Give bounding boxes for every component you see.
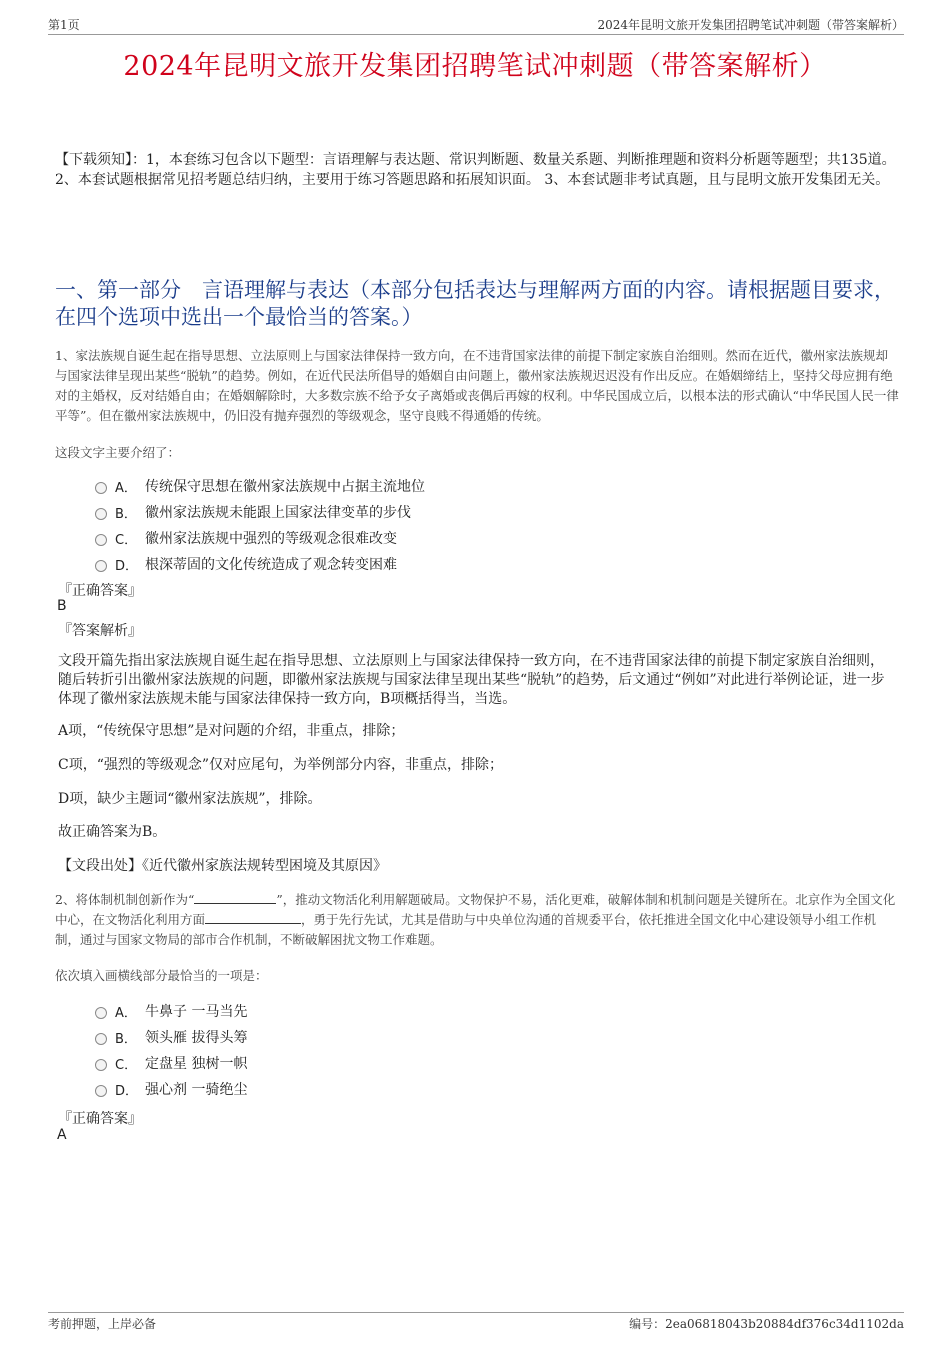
option-c[interactable] (95, 1050, 247, 1076)
radio-icon[interactable] (95, 482, 107, 494)
option-key: A． (115, 1005, 137, 1021)
option-text: 定盘星 独树一帜 (145, 1056, 248, 1072)
radio-icon[interactable] (95, 1059, 107, 1071)
option-key: C． (115, 1057, 138, 1073)
q2-text-part: ”，推动文物活化利用解题破局。文物保护不易，活化更难，破解体制和机制问题是关键所在。北京作为全国文化中心，在文物活化利用方面 (55, 892, 896, 927)
footer-serial: 编号：2ea06818043b20884df376c34d1102da (629, 1317, 904, 1331)
section-heading: 一、第一部分 言语理解与表达（本部分包括表达与理解两方面的内容。请根据题目要求，在四个选项中选出一个最恰当的答案。） (55, 278, 895, 329)
analysis-paragraph: 故正确答案为B。 (58, 824, 167, 840)
option-text: 牛鼻子 一马当先 (145, 1004, 248, 1020)
option-text: 领头雁 拔得头筹 (145, 1030, 248, 1046)
option-key: B． (115, 1031, 137, 1047)
radio-icon[interactable] (95, 560, 107, 572)
radio-icon[interactable] (95, 508, 107, 520)
option-a[interactable] (95, 473, 425, 499)
answer-value: B (57, 598, 67, 614)
option-c[interactable] (95, 525, 425, 551)
analysis-paragraph: 文段开篇先指出家法族规自诞生起在指导思想、立法原则上与国家法律保持一致方向，在不违背国家法律的前提下制定家族自治细则，随后转折引出徽州家法族规的问题，即徽州家法族规与国家法律呈现出某些“脱轨”的趋势，后文通过“例如”对此进行举例论证，进一步体现了徽州家法族规未能与国家法律保持一致方向，B项概括得当，当选。 (58, 653, 885, 707)
blank-line (194, 891, 276, 904)
question-2-text (55, 890, 900, 950)
q2-text-part: 2、将体制机制创新作为“ (55, 892, 195, 907)
option-key: B． (115, 506, 137, 522)
option-key: A． (115, 480, 137, 496)
question-2-prompt: 依次填入画横线部分最恰当的一项是： (55, 968, 268, 983)
page-title: 2024年昆明文旅开发集团招聘笔试冲刺题（带答案解析） (123, 51, 827, 82)
answer-label: 『正确答案』 (58, 583, 142, 599)
option-key: C． (115, 532, 138, 548)
option-a[interactable] (95, 998, 247, 1024)
page-number: 第1页 (48, 18, 80, 32)
question-1-text: 1、家法族规自诞生起在指导思想、立法原则上与国家法律保持一致方向，在不违背国家法律的前提下制定家族自治细则。然而在近代，徽州家法族规却与国家法律呈现出某些“脱轨”的趋势。例如，在近代民法所倡导的婚姻自由问题上，徽州家法族规迟迟没有作出反应。在婚姻缔结上，坚持父母应拥有绝对的主婚权，反对结婚自由；在婚姻解除时，大多数宗族不给予女子离婚或丧偶后再嫁的权利。中华民国成立后，以根本法的形式确认“中华民国人民一律平等”。但在徽州家法族规中，仍旧没有抛弃强烈的等级观念，坚守良贱不得通婚的传统。 (55, 348, 899, 423)
option-text: 强心剂 一骑绝尘 (145, 1082, 248, 1098)
question-1-options (95, 473, 425, 577)
analysis-paragraph: D项，缺少主题词“徽州家法族规”，排除。 (58, 791, 322, 807)
source-note: 【文段出处】《近代徽州家族法规转型困境及其原因》 (58, 858, 387, 874)
option-b[interactable] (95, 499, 425, 525)
q2-text-part: ，勇于先行先试，尤其是借助与中央单位沟通的首规委平台，依托推进全国文化中心建设领导小组工作机制，通过与国家文物局的部市合作机制，不断破解困扰文物工作难题。 (55, 912, 877, 947)
answer-label: 『正确答案』 (58, 1111, 142, 1127)
option-b[interactable] (95, 1024, 247, 1050)
option-text: 徽州家法族规中强烈的等级观念很难改变 (145, 531, 397, 547)
analysis-paragraph: A项，“传统保守思想”是对问题的介绍，非重点，排除； (58, 723, 405, 739)
question-2-options (95, 998, 247, 1102)
blank-line (205, 911, 301, 924)
option-key: D． (115, 558, 139, 574)
page-footer (48, 1312, 904, 1331)
option-text: 徽州家法族规未能跟上国家法律变革的步伐 (145, 505, 411, 521)
radio-icon[interactable] (95, 1007, 107, 1019)
footer-slogan: 考前押题，上岸必备 (48, 1317, 157, 1331)
analysis-paragraph: C项，“强烈的等级观念”仅对应尾句，为举例部分内容，非重点，排除； (58, 757, 504, 773)
option-text: 根深蒂固的文化传统造成了观念转变困难 (145, 557, 397, 573)
option-key: D． (115, 1083, 139, 1099)
radio-icon[interactable] (95, 534, 107, 546)
option-text: 传统保守思想在徽州家法族规中占据主流地位 (145, 479, 425, 495)
answer-value: A (57, 1127, 67, 1143)
download-notice: 【下载须知】：1，本套练习包含以下题型：言语理解与表达题、常识判断题、数量关系题、判断推理题和资料分析题等题型；共135道。 2、本套试题根据常见招考题总结归纳，主要用于练习答题思路和拓展知识面。 3、本套试题非考试真题，且与昆明文旅开发集团无关。 (55, 152, 896, 188)
option-d[interactable] (95, 1076, 247, 1102)
radio-icon[interactable] (95, 1033, 107, 1045)
option-d[interactable] (95, 551, 425, 577)
question-1-prompt: 这段文字主要介绍了： (55, 445, 181, 460)
header-doc-title: 2024年昆明文旅开发集团招聘笔试冲刺题（带答案解析） (597, 18, 904, 32)
analysis-label: 『答案解析』 (58, 623, 142, 639)
radio-icon[interactable] (95, 1085, 107, 1097)
page-header (48, 14, 904, 35)
